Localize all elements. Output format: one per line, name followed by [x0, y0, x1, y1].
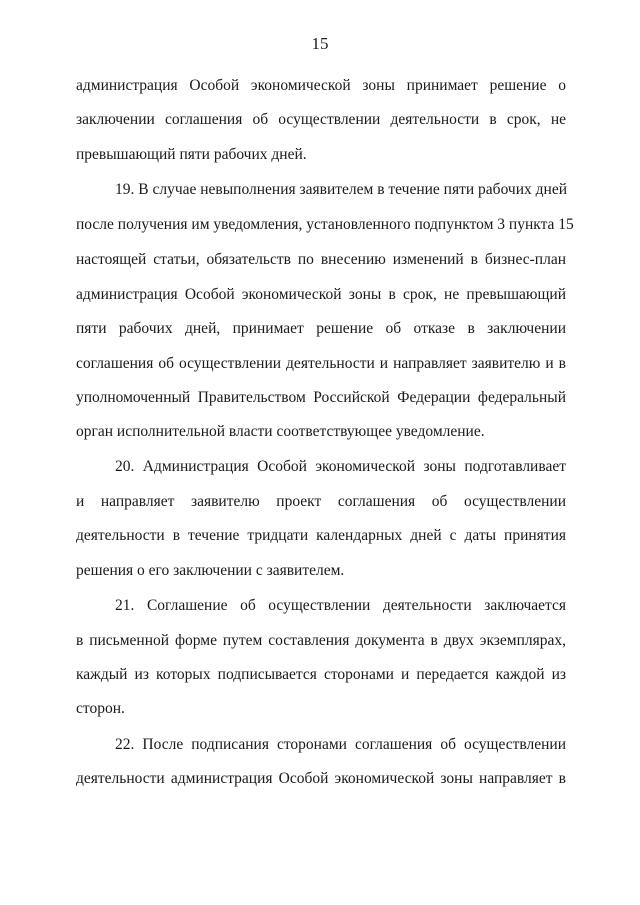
paragraph-19-line-5: пяти рабочих дней, принимает решение об отказе в заключении	[76, 320, 566, 337]
paragraph-18-line-3: превышающий пяти рабочих дней.	[76, 146, 307, 163]
paragraph-20-line-3: деятельности в течение тридцати календарных дней с даты принятия	[76, 527, 566, 544]
paragraph-22-line-1: 22. После подписания сторонами соглашения об осуществлении	[115, 736, 566, 753]
paragraph-19-line-6: соглашения об осуществлении деятельности и направляет заявителю и в	[76, 355, 566, 372]
paragraph-20-line-1: 20. Администрация Особой экономической зоны подготавливает	[115, 458, 566, 475]
paragraph-19-line-4: администрация Особой экономической зоны в срок, не превышающий	[76, 286, 566, 303]
paragraph-19-line-8: орган исполнительной власти соответствующее уведомление.	[76, 423, 485, 440]
paragraph-21-line-3: каждый из которых подписывается сторонами и передается каждой из	[76, 666, 566, 683]
paragraph-20-line-4: решения о его заключении с заявителем.	[76, 562, 345, 579]
paragraph-19-line-7: уполномоченный Правительством Российской Федерации федеральный	[76, 389, 566, 406]
paragraph-21-line-4: сторон.	[76, 700, 125, 717]
page-number: 15	[311, 34, 329, 53]
paragraph-19-line-1: 19. В случае невыполнения заявителем в течение пяти рабочих дней	[115, 181, 567, 198]
paragraph-22-line-2: деятельности администрация Особой экономической зоны направляет в	[76, 770, 566, 787]
paragraph-21-line-1: 21. Соглашение об осуществлении деятельности заключается	[115, 597, 566, 614]
paragraph-18-line-1: администрация Особой экономической зоны принимает решение о	[76, 77, 566, 94]
paragraph-18-line-2: заключении соглашения об осуществлении деятельности в срок, не	[76, 111, 566, 128]
paragraph-19-line-2: после получения им уведомления, установленного подпунктом 3 пункта 15	[76, 216, 574, 233]
paragraph-19-line-3: настоящей статьи, обязательств по внесению изменений в бизнес-план	[76, 251, 566, 268]
paragraph-20-line-2: и направляет заявителю проект соглашения об осуществлении	[76, 493, 566, 510]
paragraph-21-line-2: в письменной форме путем составления документа в двух экземплярах,	[76, 632, 566, 649]
